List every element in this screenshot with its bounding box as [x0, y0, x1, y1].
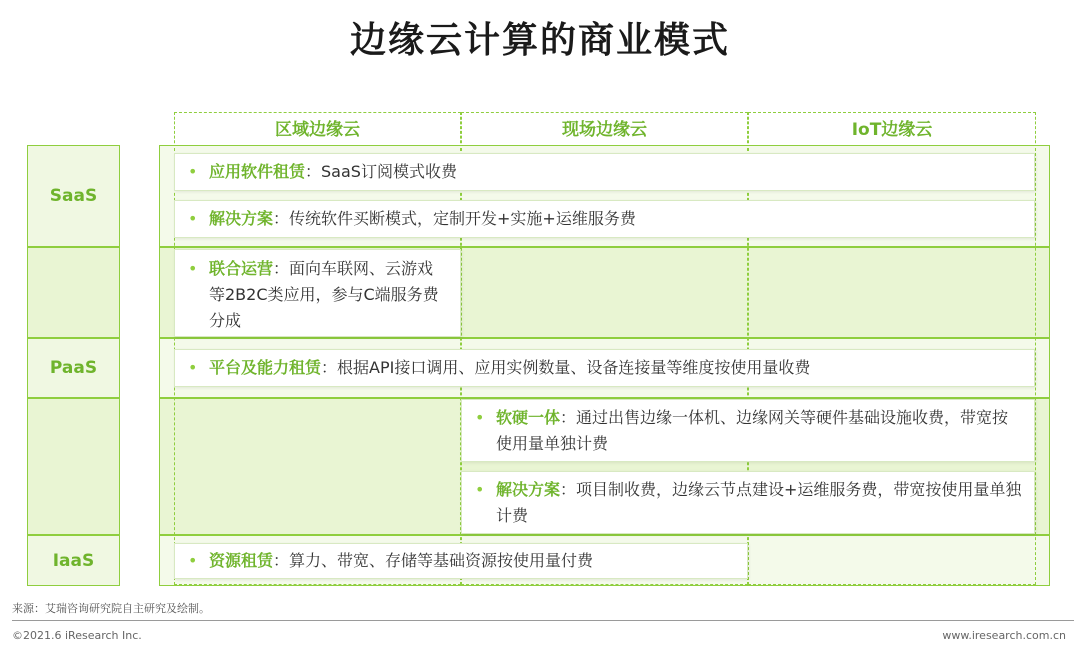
card-text: ：SaaS订阅模式收费 [305, 162, 457, 181]
source-note: 来源：艾瑞咨询研究院自主研究及绘制。 [12, 602, 210, 615]
bullet-icon: • [188, 551, 198, 570]
layer-paas: PaaS [27, 338, 120, 398]
column-header-iot: IoT边缘云 [748, 112, 1036, 148]
bullet-icon: • [188, 209, 198, 228]
card-text: ：项目制收费，边缘云节点建设+运维服务费，带宽按使用量单独计费 [496, 480, 1022, 525]
card-keyword: 软硬一体 [496, 408, 561, 427]
card-keyword: 解决方案 [209, 209, 274, 228]
layer-paas-ext [27, 398, 120, 535]
card-keyword: 应用软件租赁 [209, 162, 306, 181]
bullet-icon: • [188, 358, 198, 377]
layer-iaas: IaaS [27, 535, 120, 586]
bullet-icon: • [188, 162, 198, 181]
card-keyword: 联合运营 [209, 259, 274, 278]
website: www.iresearch.com.cn [942, 629, 1066, 642]
card-text: ：传统软件买断模式，定制开发+实施+运维服务费 [273, 209, 636, 228]
card-keyword: 资源租赁 [209, 551, 274, 570]
footer-divider [12, 620, 1074, 621]
card-text: ：根据API接口调用、应用实例数量、设备连接量等维度按使用量收费 [321, 358, 811, 377]
bullet-icon: • [188, 259, 198, 278]
card-text: ：通过出售边缘一体机、边缘网关等硬件基础设施收费，带宽按使用量单独计费 [496, 408, 1009, 453]
bullet-icon: • [475, 408, 485, 427]
card-resource-lease [174, 543, 748, 579]
card-hardware-software [461, 399, 1035, 462]
card-solution-onsite [461, 471, 1035, 534]
card-app-software-lease [174, 153, 1035, 191]
column-header-onsite: 现场边缘云 [461, 112, 748, 148]
card-keyword: 解决方案 [496, 480, 561, 499]
card-text: ：算力、带宽、存储等基础资源按使用量付费 [273, 551, 594, 570]
card-joint-operation [174, 249, 461, 337]
layer-saas: SaaS [27, 145, 120, 247]
copyright: ©2021.6 iResearch Inc. [12, 629, 142, 642]
card-solution-saas [174, 200, 1035, 238]
layer-saas-ext [27, 247, 120, 338]
column-header-regional: 区域边缘云 [174, 112, 461, 148]
card-platform-lease [174, 349, 1035, 387]
bullet-icon: • [475, 480, 485, 499]
card-keyword: 平台及能力租赁 [209, 358, 322, 377]
page-title: 边缘云计算的商业模式 [349, 20, 730, 61]
card-text: ：面向车联网、云游戏等2B2C类应用，参与C端服务费分成 [209, 259, 439, 330]
